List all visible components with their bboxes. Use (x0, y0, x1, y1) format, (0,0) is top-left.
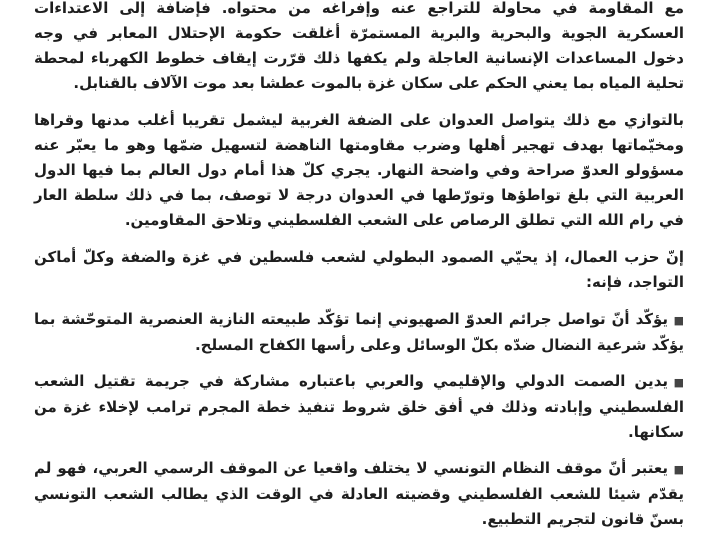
bullet-icon: ■ (673, 463, 684, 476)
bullet-icon: ■ (673, 376, 684, 389)
bullet-item-tunisian-regime (34, 456, 684, 532)
paragraph-west-bank: بالتوازي مع ذلك يتواصل العدوان على الضفة الغربية ليشمل تقريبا أغلب مدنها وقراها ومخيّماتها بهدف تهجير أهلها وضرب مقاومتها الناهضة لتسهيل ضمّها وهو ما يعبّر عنه مسؤولو العدوّ صراحة وفي واضحة النهار. يجري كلّ هذا أمام دول العالم بما فيها الدول العربية التي بلغ تواطؤها وتورّطها في العدوان درجة لا توصف، بما في ذلك سلطة العار في رام الله التي تطلق الرصاص على الشعب الفلسطيني وتلاحق المقاومين. (34, 111, 684, 229)
bullet-icon: ■ (673, 314, 684, 327)
bullet-text: يدين الصمت الدولي والإقليمي والعربي باعتباره مشاركة في جريمة تقتيل الشعب الفلسطيني وإبادته وذلك في أفق خلق شروط تنفيذ خطة المجرم ترامب لإخلاء غزة من سكانها. (34, 372, 684, 441)
bullet-item-condemn-silence (34, 369, 684, 445)
bullet-text: يعتبر أنّ موقف النظام التونسي لا يختلف واقعيا عن الموقف الرسمي العربي، فهو لم يقدّم شيئا للشعب الفلسطيني وقضيته العادلة في الوقت الذي يطالب الشعب التونسي بسنّ قانون لتجريم التطبيع. (34, 459, 684, 528)
bullet-text: يؤكّد أنّ تواصل جرائم العدوّ الصهيوني إنما تؤكّد طبيعته النازية العنصرية المتوحّشة بما يؤكّد شرعية النضال ضدّه بكلّ الوسائل وعلى رأسها الكفاح المسلح. (34, 310, 684, 354)
bullet-item-struggle-legitimacy (34, 307, 684, 358)
paragraph-gaza-siege: مع المقاومة في محاولة للتراجع عنه وإفراغه من محتواه. فإضافة إلى الاعتداءات العسكرية الجوية والبحرية والبرية المستمرّة أغلقت حكومة الإحتلال المعابر في وجه دخول المساعدات الإنسانية العاجلة ولم يكفها ذلك قرّرت إيقاف خطوط الكهرباء لمحطة تحلية المياه بما يعني الحكم على سكان غزة بالموت عطشا بعد موت الآلاف بالقنابل. (34, 0, 684, 92)
paragraph-party-position: إنّ حزب العمال، إذ يحيّي الصمود البطولي لشعب فلسطين في غزة والضفة وكلّ أماكن التواجد، فإنه: (34, 248, 684, 291)
statement-body (34, 0, 684, 543)
